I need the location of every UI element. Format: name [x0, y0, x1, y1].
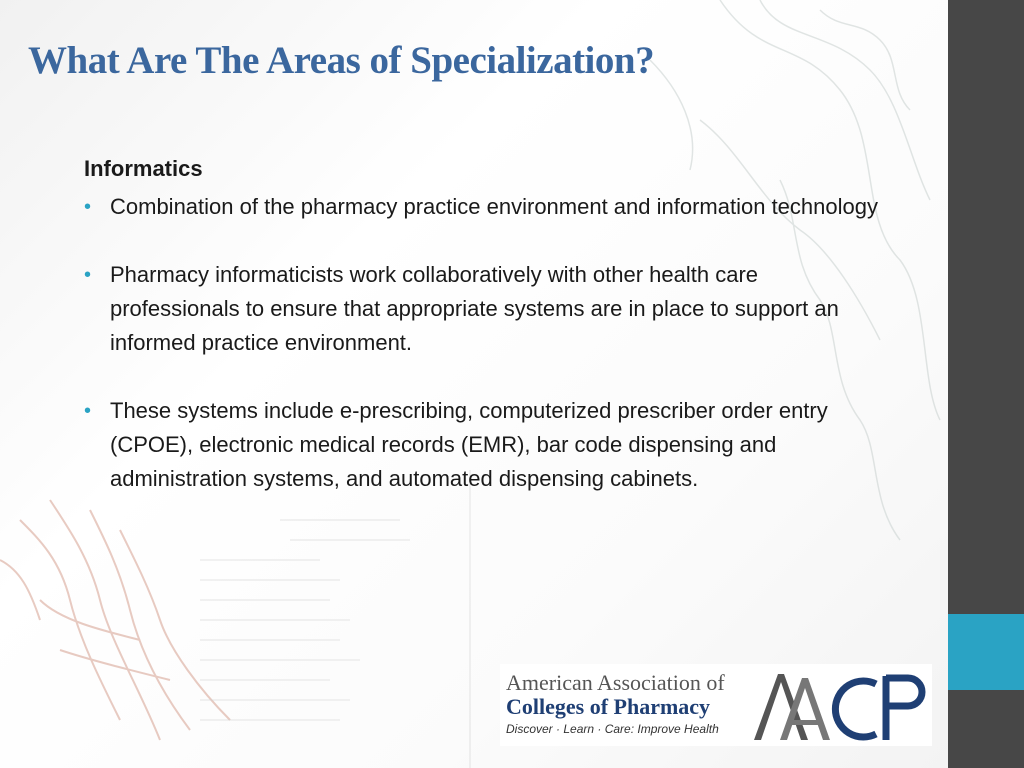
bullet-icon: •: [84, 264, 92, 286]
aacp-logo-mark: [750, 664, 930, 746]
bullet-text: Pharmacy informaticists work collaboratively with other health care professionals to ensure that appropriate systems are in place to support an informed practice environment.: [110, 262, 839, 355]
bullet-text: These systems include e-prescribing, computerized prescriber order entry (CPOE), electronic medical records (EMR), bar code dispensing and administration systems, and automated dispensing cabinets.: [110, 398, 828, 491]
bullet-icon: •: [84, 196, 92, 218]
list-item: [84, 258, 884, 360]
bullet-text: Combination of the pharmacy practice environment and information technology: [110, 194, 878, 219]
logo-organization-line2: Colleges of Pharmacy: [506, 694, 711, 719]
bullet-list: [84, 190, 884, 496]
slide-body: [84, 152, 884, 530]
list-item: [84, 190, 884, 224]
logo-organization-line1: American Association of: [506, 670, 725, 695]
list-item: [84, 394, 884, 496]
sidebar-accent-block: [948, 614, 1024, 690]
bullet-icon: •: [84, 400, 92, 422]
section-heading: Informatics: [84, 156, 203, 181]
aacp-logo: [500, 664, 932, 746]
logo-tagline: Discover · Learn · Care: Improve Health: [506, 722, 719, 736]
slide-title: What Are The Areas of Specialization?: [28, 39, 655, 82]
